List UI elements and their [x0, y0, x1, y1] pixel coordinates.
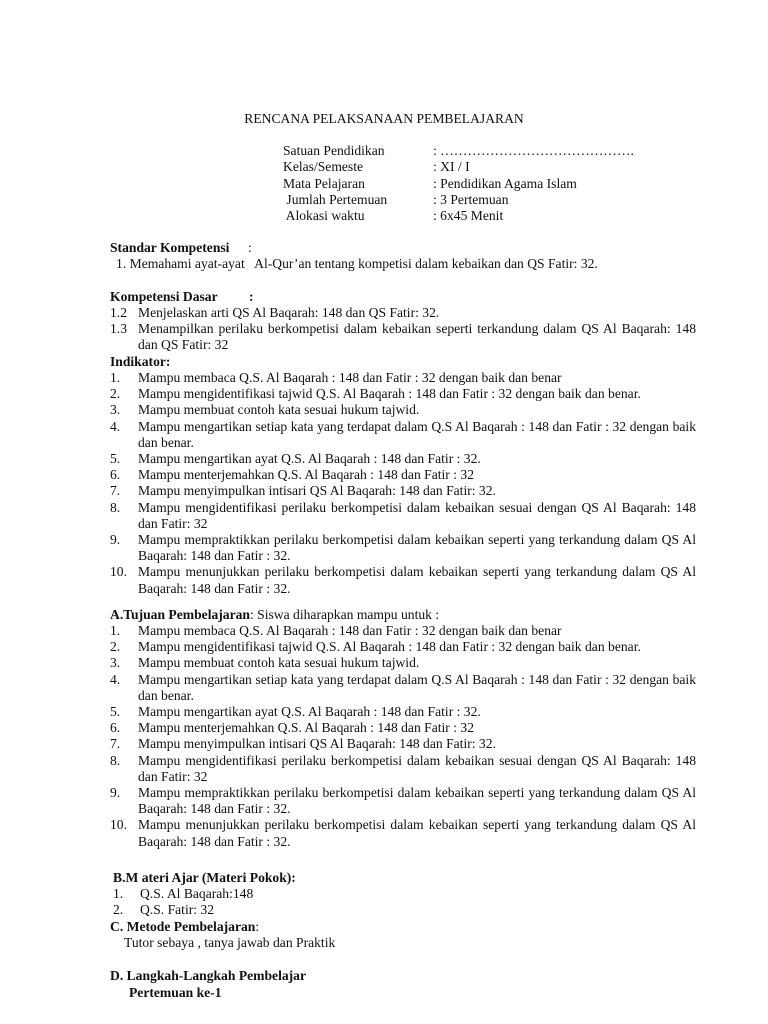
list-item: [110, 623, 696, 639]
list-item: [110, 564, 696, 596]
item-text: Q.S. Al Baqarah:148: [140, 886, 254, 901]
list-item: [110, 483, 696, 499]
item-number: 2.: [110, 386, 121, 402]
list-item: [110, 419, 696, 451]
info-label-satuan: Satuan Pendidikan: [283, 143, 385, 158]
sk-item-text: Memahami ayat-ayat Al-Qur’an tentang kompetisi dalam kebaikan dan QS Fatir: 32.: [129, 256, 598, 271]
info-value-satuan: : …………………………………….: [433, 143, 634, 158]
info-label-kelas: Kelas/Semeste: [283, 159, 364, 174]
item-text: Q.S. Fatir: 32: [140, 902, 215, 918]
item-text: Mampu mengartikan ayat Q.S. Al Baqarah : 148 dan Fatir : 32.: [138, 704, 481, 720]
list-item: [110, 305, 696, 321]
metode-colon: :: [255, 919, 260, 934]
item-text: Mampu menterjemahkan Q.S. Al Baqarah : 148 dan Fatir : 32: [138, 720, 475, 736]
langkah-sub: Pertemuan ke-1: [129, 985, 222, 1000]
list-item: [110, 753, 696, 785]
item-number: 7.: [110, 736, 121, 752]
item-text: Mampu membaca Q.S. Al Baqarah : 148 dan Fatir : 32 dengan baik dan benar: [138, 623, 562, 638]
item-number: 5.: [110, 704, 121, 720]
item-number: 1.: [113, 886, 124, 901]
metode-heading-line: [110, 919, 259, 935]
list-item: [110, 370, 696, 386]
item-text: Mampu mengidentifikasi tajwid Q.S. Al Baqarah : 148 dan Fatir : 32 dengan baik dan benar.: [138, 386, 641, 402]
item-text: Menampilkan perilaku berkompetisi dalam kebaikan seperti terkandung dalam QS Al Baqarah: 148 dan QS Fatir: 32: [138, 321, 696, 353]
item-text: Mampu menterjemahkan Q.S. Al Baqarah : 148 dan Fatir : 32: [138, 467, 475, 483]
list-item: [110, 736, 696, 752]
document-title: RENCANA PELAKSANAAN PEMBELAJARAN: [244, 111, 524, 126]
list-item: [110, 639, 696, 655]
info-value-jumlah: : 3 Pertemuan: [433, 192, 509, 207]
info-value-alokasi: : 6x45 Menit: [433, 208, 504, 223]
list-item: [110, 817, 696, 849]
list-item: [110, 785, 696, 817]
item-text: Mampu menyimpulkan intisari QS Al Baqarah: 148 dan Fatir: 32.: [138, 736, 496, 752]
tujuan-heading: A.Tujuan Pembelajaran: [110, 607, 250, 622]
sk-item-number: 1.: [116, 256, 127, 271]
kd-colon: :: [249, 289, 254, 304]
indikator-heading: Indikator:: [110, 354, 171, 369]
list-item: [110, 386, 696, 402]
item-number: 8.: [110, 499, 121, 515]
item-number: 9.: [110, 785, 121, 801]
list-item: [110, 500, 696, 532]
list-item: [110, 672, 696, 704]
item-text: Mampu membaca Q.S. Al Baqarah : 148 dan Fatir : 32 dengan baik dan benar: [138, 370, 562, 385]
langkah-heading: D. Langkah-Langkah Pembelajar: [110, 968, 307, 983]
list-item: [110, 467, 696, 483]
item-number: 4.: [110, 671, 121, 687]
item-number: 3.: [110, 402, 121, 418]
item-number: 8.: [110, 752, 121, 768]
item-text: Mampu menunjukkan perilaku berkompetisi dalam kebaikan seperti yang terkandung dalam QS Al Baqarah: 148 dan Fatir : 32.: [138, 564, 696, 596]
item-text: Mampu mempraktikkan perilaku berkompetisi dalam kebaikan seperti yang terkandung dalam QS Al Baqarah: 148 dan Fatir : 32.: [138, 532, 696, 564]
list-item: [110, 321, 696, 353]
list-item: [113, 886, 699, 902]
item-number: 2.: [110, 639, 121, 655]
item-text: Menjelaskan arti QS Al Baqarah: 148 dan QS Fatir: 32.: [138, 305, 440, 320]
item-number: 10.: [110, 817, 127, 833]
list-item: [110, 402, 696, 418]
item-number: 6.: [110, 467, 121, 483]
metode-heading: C. Metode Pembelajaran: [110, 919, 256, 934]
tujuan-intro: : Siswa diharapkan mampu untuk :: [249, 607, 440, 622]
list-item: [110, 655, 696, 671]
item-number: 1.: [110, 370, 121, 385]
info-value-mapel: : Pendidikan Agama Islam: [433, 176, 577, 191]
tujuan-list: [110, 623, 696, 850]
sk-item: [116, 256, 598, 272]
item-text: Mampu menunjukkan perilaku berkompetisi dalam kebaikan seperti yang terkandung dalam QS Al Baqarah: 148 dan Fatir : 32.: [138, 817, 696, 849]
info-value-kelas: : XI / I: [433, 159, 470, 174]
sk-colon: :: [248, 240, 252, 255]
item-text: Mampu membuat contoh kata sesuai hukum tajwid.: [138, 402, 420, 418]
tujuan-heading-line: [110, 607, 439, 623]
item-text: Mampu membuat contoh kata sesuai hukum tajwid.: [138, 655, 420, 671]
list-item: [110, 720, 696, 736]
item-number: 9.: [110, 532, 121, 548]
item-number: 6.: [110, 720, 121, 736]
item-number: 3.: [110, 655, 121, 671]
item-number: 1.3: [110, 321, 127, 337]
sk-heading: Standar Kompetensi: [110, 240, 230, 255]
info-label-mapel: Mata Pelajaran: [283, 176, 365, 191]
item-text: Mampu mengidentifikasi perilaku berkompetisi dalam kebaikan sesuai dengan QS Al Baqarah: 148 dan Fatir: 32: [138, 499, 696, 531]
metode-text: Tutor sebaya , tanya jawab dan Praktik: [124, 935, 336, 950]
item-text: Mampu mengidentifikasi perilaku berkompetisi dalam kebaikan sesuai dengan QS Al Baqarah: 148 dan Fatir: 32: [138, 752, 696, 784]
info-label-alokasi: Alokasi waktu: [283, 208, 365, 223]
item-number: 7.: [110, 483, 121, 499]
kd-heading: Kompetensi Dasar: [110, 289, 218, 304]
item-text: Mampu mengartikan setiap kata yang terdapat dalam Q.S Al Baqarah : 148 dan Fatir : 32 dengan baik dan benar.: [138, 671, 696, 703]
item-text: Mampu mempraktikkan perilaku berkompetisi dalam kebaikan seperti yang terkandung dalam QS Al Baqarah: 148 dan Fatir : 32.: [138, 785, 696, 817]
item-text: Mampu menyimpulkan intisari QS Al Baqarah: 148 dan Fatir: 32.: [138, 483, 496, 499]
item-number: 5.: [110, 451, 121, 467]
item-number: 10.: [110, 564, 127, 580]
item-text: Mampu mengartikan setiap kata yang terdapat dalam Q.S Al Baqarah : 148 dan Fatir : 32 dengan baik dan benar.: [138, 418, 696, 450]
kd-list: [110, 305, 696, 354]
indikator-list: [110, 370, 696, 597]
materi-heading: B.M ateri Ajar (Materi Pokok):: [113, 870, 296, 885]
list-item: [110, 532, 696, 564]
list-item: [113, 902, 699, 918]
list-item: [110, 451, 696, 467]
item-number: 1.: [110, 623, 121, 638]
item-number: 2.: [113, 902, 124, 918]
item-number: 4.: [110, 418, 121, 434]
item-text: Mampu mengidentifikasi tajwid Q.S. Al Baqarah : 148 dan Fatir : 32 dengan baik dan benar.: [138, 639, 641, 655]
info-label-jumlah: Jumlah Pertemuan: [283, 192, 388, 207]
item-number: 1.2: [110, 305, 127, 320]
materi-list: [113, 886, 699, 918]
item-text: Mampu mengartikan ayat Q.S. Al Baqarah : 148 dan Fatir : 32.: [138, 451, 481, 467]
list-item: [110, 704, 696, 720]
